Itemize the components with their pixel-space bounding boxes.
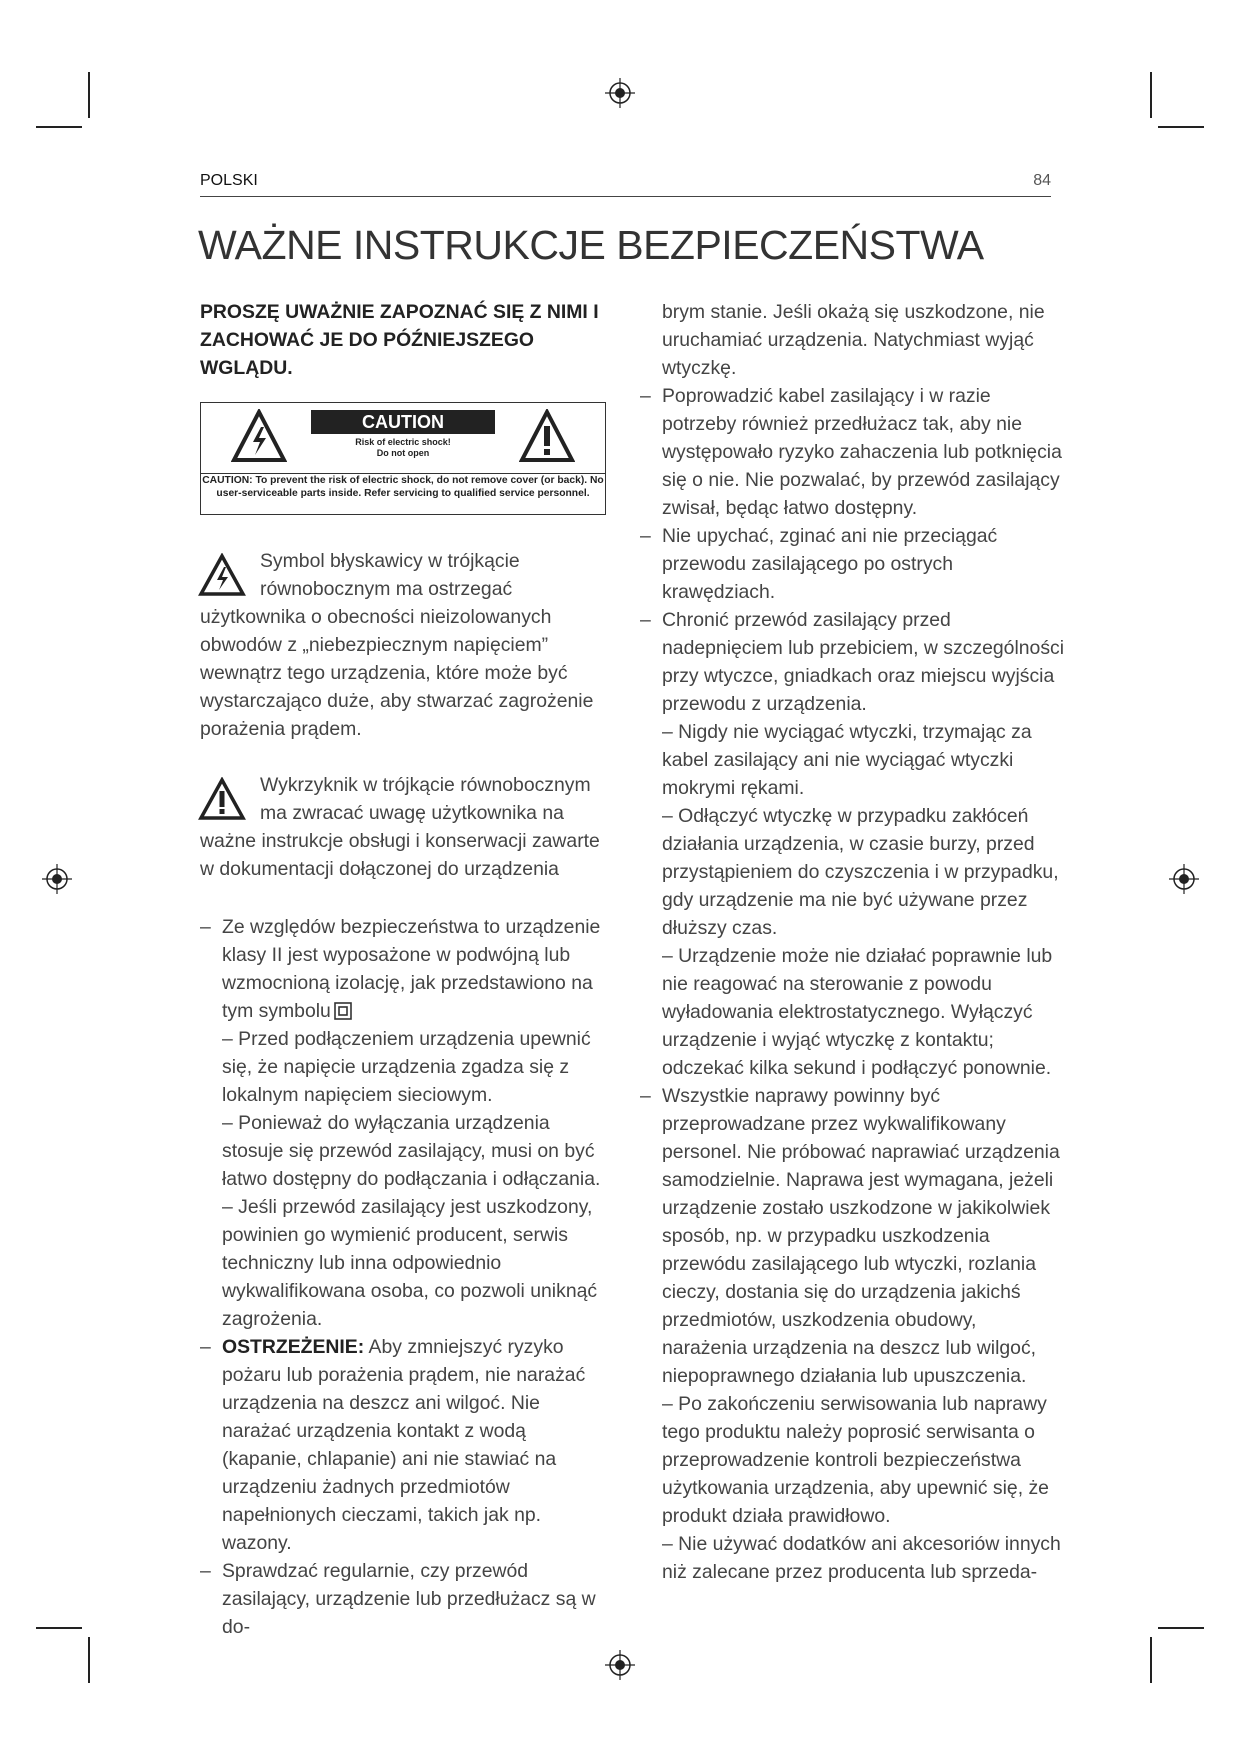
lightning-triangle-icon	[198, 553, 246, 597]
list-item-text: Nie upychać, zginać ani nie przeciągać przewodu zasilającego po ostrych krawędziach.	[662, 525, 998, 603]
list-item	[200, 1109, 610, 1193]
list-item	[200, 1333, 610, 1557]
list-item	[640, 1082, 1065, 1390]
list-item-text: – Nigdy nie wyciągać wtyczki, trzymając za kabel zasilający ani nie wyciągać wtyczki mokrymi rękami.	[662, 721, 1032, 799]
language-label: POLSKI	[200, 172, 258, 189]
list-item-text: – Jeśli przewód zasilający jest uszkodzony, powinien go wymienić producent, serwis techniczny lub inna odpowiednio wykwalifikowana osoba, co pozwoli uniknąć zagrożenia.	[222, 1196, 597, 1330]
left-safety-list	[200, 913, 610, 1641]
list-item-text: Wszystkie naprawy powinny być przeprowadzane przez wykwalifikowany personel. Nie próbować naprawiać urządzenia samodzielnie. Naprawa jest wymagana, jeżeli urządzenie zostało uszkodzone w jakikolwiek sposób, np. w przypadku uszkodzenia przewódu zasilającego lub wtyczki, rozlania cieczy, dostania się do urządzenia jakichś przedmiotów, uszkodzenia obudowy, narażenia urządzenia na deszcz lub wilgoć, niepoprawnego działania lub upuszczenia.	[662, 1085, 1060, 1387]
right-column	[640, 298, 1065, 1586]
crop-mark	[1158, 126, 1204, 128]
left-column	[200, 298, 610, 1641]
list-item	[640, 802, 1065, 942]
list-item	[200, 913, 610, 1025]
crop-mark	[1150, 72, 1152, 118]
registration-mark-icon	[42, 864, 72, 894]
list-item	[640, 1530, 1065, 1586]
registration-mark-icon	[605, 78, 635, 108]
list-item	[200, 1025, 610, 1109]
crop-mark	[36, 1627, 82, 1629]
exclamation-triangle-icon	[198, 777, 246, 821]
caution-title: CAUTION	[311, 410, 495, 434]
exclamation-symbol-note	[200, 771, 610, 883]
caution-sub-2: Do not open	[376, 448, 430, 458]
right-safety-list	[640, 382, 1065, 1586]
lightning-symbol-text: Symbol błyskawicy w trójkącie równobocznym ma ostrzegać użytkownika o obecności nieizolowanych obwodów z „niebezpiecznym napięciem” wewnątrz tego urządzenia, które może być wystarczająco duże, aby stwarzać zagrożenie porażenia prądem.	[200, 550, 594, 740]
caution-label	[200, 402, 606, 515]
list-item-text: Chronić przewód zasilający przed nadepnięciem lub przebiciem, w szczególności przy wtyczce, gniadkach oraz miejscu wyjścia przewodu z urządzenia.	[662, 609, 1065, 715]
list-item	[640, 606, 1065, 718]
list-item-text: Ze względów bezpieczeństwa to urządzenie klasy II jest wyposażone w podwójną lub wzmocnioną izolację, jak przedstawiono na tym symbolu	[222, 916, 601, 1022]
list-item-text: Sprawdzać regularnie, czy przewód zasilający, urządzenie lub przedłużacz są w do-	[222, 1560, 596, 1638]
intro-heading: PROSZĘ UWAŻNIE ZAPOZNAĆ SIĘ Z NIMI I ZACHOWAĆ JE DO PÓŹNIEJSZEGO WGLĄDU.	[200, 301, 599, 379]
list-item	[640, 942, 1065, 1082]
caution-text: CAUTION: To prevent the risk of electric shock, do not remove cover (or back). No user-serviceable parts inside. Refer servicing to qualified service personnel.	[202, 475, 604, 499]
list-item	[640, 1390, 1065, 1530]
crop-mark	[88, 1637, 90, 1683]
list-item	[640, 382, 1065, 522]
list-item-text: Aby zmniejszyć ryzyko pożaru lub porażenia prądem, nie narażać urządzenia na deszcz ani wilgoć. Nie narażać urządzenia kontakt z wodą (kapanie, chlapanie) ani nie stawiać na urządzeniu żadnych przedmiotów napełnionych cieczami, takich jak np. wazony.	[222, 1336, 586, 1554]
list-item-text: – Urządzenie może nie działać poprawnie lub nie reagować na sterowanie z powodu wyładowania elektrostatycznego. Wyłączyć urządzenie i wyjąć wtyczkę z kontaktu; odczekać kilka sekund i podłączyć ponownie.	[662, 945, 1052, 1079]
page-header	[200, 170, 1051, 197]
list-item-text: – Nie używać dodatków ani akcesoriów innych niż zalecane przez producenta lub sprzeda-	[662, 1533, 1061, 1583]
warning-label: OSTRZEŻENIE:	[222, 1336, 365, 1358]
list-item	[200, 1193, 610, 1333]
list-item-text: Poprowadzić kabel zasilający i w razie potrzeby również przedłużacz tak, aby nie występowało ryzyko zahaczenia lub potknięcia się o nie. Nie pozwalać, by przewód zasilający zwisał, będąc łatwo dostępny.	[662, 385, 1062, 519]
list-item	[640, 522, 1065, 606]
registration-mark-icon	[1169, 864, 1199, 894]
list-item	[200, 1557, 610, 1641]
page-number: 84	[1033, 172, 1051, 189]
list-item	[640, 718, 1065, 802]
caution-sub-1: Risk of electric shock!	[355, 437, 451, 447]
exclamation-symbol-text: Wykrzyknik w trójkącie równobocznym ma zwracać uwagę użytkownika na ważne instrukcje obsługi i konserwacji zawarte w dokumentacji dołączonej do urządzenia	[200, 774, 600, 880]
crop-mark	[88, 72, 90, 118]
right-continuation-text: brym stanie. Jeśli okażą się uszkodzone, nie uruchamiać urządzenia. Natychmiast wyjąć wtyczkę.	[662, 301, 1045, 379]
lightning-triangle-icon	[231, 409, 287, 463]
crop-mark	[1158, 1627, 1204, 1629]
class-ii-symbol-icon	[334, 1002, 352, 1020]
list-item-text: – Ponieważ do wyłączania urządzenia stosuje się przewód zasilający, musi on być łatwo dostępny do podłączania i odłączania.	[222, 1112, 600, 1190]
exclamation-triangle-icon	[519, 409, 575, 463]
crop-mark	[36, 126, 82, 128]
registration-mark-icon	[605, 1650, 635, 1680]
lightning-symbol-note	[200, 547, 610, 743]
list-item-text: – Przed podłączeniem urządzenia upewnić się, że napięcie urządzenia zgadza się z lokalnym napięciem sieciowym.	[222, 1028, 591, 1106]
page-title: WAŻNE INSTRUKCJE BEZPIECZEŃSTWA	[198, 222, 984, 268]
list-item-text: – Odłączyć wtyczkę w przypadku zakłóceń działania urządzenia, w czasie burzy, przed przystąpieniem do czyszczenia i w przypadku, gdy urządzenie ma nie być używane przez dłuższy czas.	[662, 805, 1059, 939]
list-item-text: – Po zakończeniu serwisowania lub naprawy tego produktu należy poprosić serwisanta o przeprowadzenie kontroli bezpieczeństwa użytkowania urządzenia, aby upewnić się, że produkt działa prawidłowo.	[662, 1393, 1049, 1527]
crop-mark	[1150, 1637, 1152, 1683]
